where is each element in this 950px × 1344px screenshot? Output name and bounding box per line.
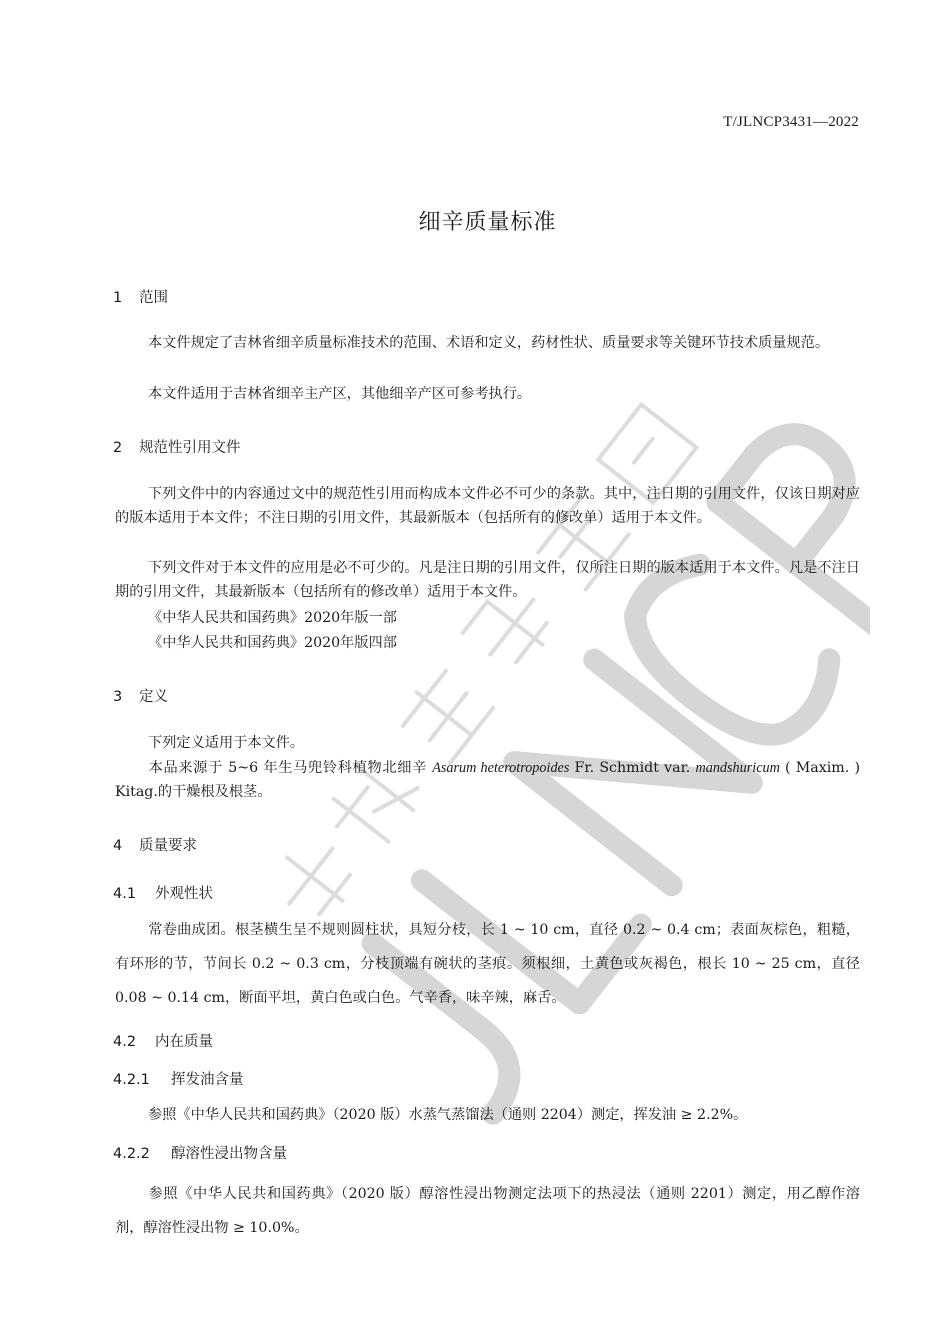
section-title: 定义 [139, 689, 168, 705]
section-title: 醇溶性浸出物含量 [171, 1146, 287, 1162]
section-4-2-2-paragraph: 参照《中华人民共和国药典》（2020 版）醇溶性浸出物测定法项下的热浸法（通则 2201）测定，用乙醇作溶剂，醇溶性浸出物 ≥ 10.0%。 [115, 1186, 860, 1236]
latin-genus-species: Asarum heterotropoides [432, 760, 570, 776]
section-4-1-paragraph: 常卷曲成团。根茎横生呈不规则圆柱状，具短分枝，长 1 ~ 10 cm，直径 0.2 ~ 0.4 cm；表面灰棕色，粗糙，有环形的节，节间长 0.2 ~ 0.3 cm，分枝顶端有碗状的茎痕。须根细，土黄色或灰褐色，根长 10 ~ 25 cm，直径 0.08 ~ 0.14 cm，断面平坦，黄白色或白色。气辛香，味辛辣，麻舌。 [115, 922, 860, 1006]
section-1-heading [113, 286, 168, 307]
section-number: 2 [113, 440, 123, 456]
section-4-2-1-paragraph: 参照《中华人民共和国药典》（2020 版）水蒸气蒸馏法（通则 2204）测定，挥发油 ≥ 2.2%。 [148, 1107, 748, 1123]
section-title: 规范性引用文件 [139, 440, 241, 456]
document-code: T/JLNCP3431—2022 [723, 114, 859, 130]
latin-variety: mandshuricum [695, 760, 780, 776]
section-number: 4 [113, 838, 123, 854]
section-title: 内在质量 [155, 1034, 213, 1050]
section-3-heading [113, 685, 168, 706]
section-title: 外观性状 [155, 886, 213, 902]
section-title: 挥发油含量 [171, 1072, 244, 1088]
section-4-2-2-heading [113, 1142, 287, 1163]
section-1-paragraph-2: 本文件适用于吉林省细辛主产区，其他细辛产区可参考执行。 [148, 386, 532, 402]
reference-2: 《中华人民共和国药典》2020年版四部 [148, 635, 397, 651]
section-4-heading [113, 834, 197, 855]
section-2-paragraph-2: 下列文件对于本文件的应用是必不可少的。凡是注日期的引用文件，仅所注日期的版本适用于本文件。凡是不注日期的引用文件，其最新版本（包括所有的修改单）适用于本文件。 [115, 560, 860, 600]
section-number: 4.2 [113, 1034, 137, 1050]
section-1-paragraph-1: 本文件规定了吉林省细辛质量标准技术的范围、术语和定义，药材性状、质量要求等关键环节技术质量规范。 [148, 335, 830, 351]
section-number: 4.2.1 [113, 1072, 150, 1088]
section-number: 4.2.2 [113, 1146, 150, 1162]
section-number: 4.1 [113, 886, 137, 902]
section-4-2-1-heading [113, 1068, 244, 1089]
section-title: 范围 [139, 290, 168, 306]
section-2-heading [113, 436, 241, 457]
section-number: 3 [113, 689, 123, 705]
section-4-2-heading [113, 1030, 213, 1051]
section-title: 质量要求 [139, 838, 197, 854]
watermark [150, 170, 870, 1170]
section-number: 1 [113, 290, 123, 306]
section-3-paragraph-2: 本品来源于 5~6 年生马兜铃科植物北细辛 Asarum heterotropoides Fr. Schmidt var. mandshuricum ( Maxim. ) Kitag.的干燥根及根茎。 [115, 760, 860, 800]
page-title: 细辛质量标准 [418, 210, 557, 235]
section-4-1-heading [113, 882, 213, 903]
section-2-paragraph-1: 下列文件中的内容通过文中的规范性引用而构成本文件必不可少的条款。其中，注日期的引用文件，仅该日期对应的版本适用于本文件；不注日期的引用文件，其最新版本（包括所有的修改单）适用于本文件。 [115, 486, 860, 526]
reference-1: 《中华人民共和国药典》2020年版一部 [148, 610, 397, 626]
section-3-paragraph-1: 下列定义适用于本文件。 [148, 735, 305, 751]
